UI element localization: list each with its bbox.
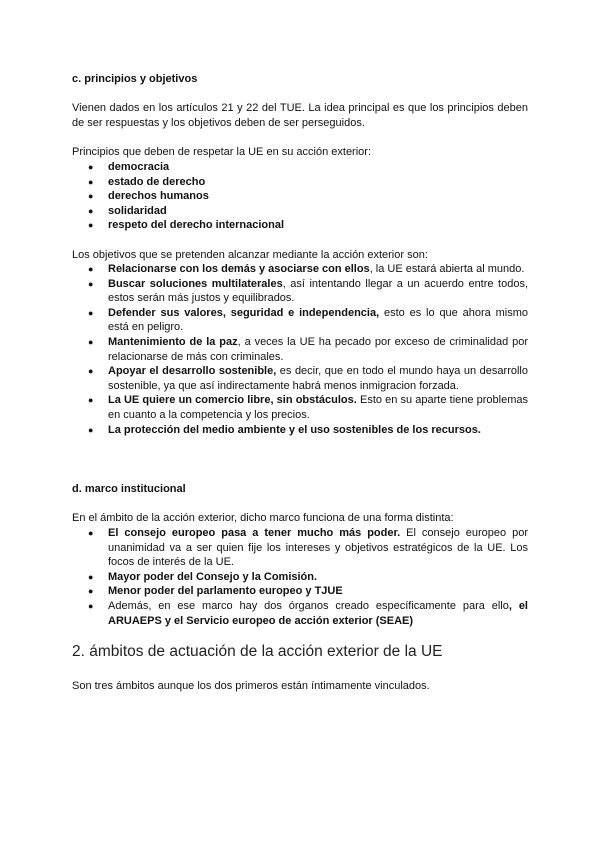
bullet-icon: ● (88, 205, 94, 216)
bullet-icon: ● (88, 600, 94, 611)
objectives-lead: Los objetivos que se pretenden alcanzar mediante la acción exterior son: (72, 249, 428, 261)
section-2-heading: 2. ámbitos de actuación de la acción exterior de la UE (72, 643, 443, 660)
principles-lead: Principios que deben de respetar la UE en su acción exterior: (72, 146, 372, 158)
list-item: ● Mayor poder del Consejo y la Comisión. (88, 570, 318, 583)
bullet-icon: ● (88, 220, 94, 231)
list-item: ● Apoyar el desarrollo sostenible, es decir, que en todo el mundo haya un desarrollo sostenible, ya que así indirectamente habrá menos inmigracion forzada. (88, 365, 528, 392)
list-item: ● democracia (88, 161, 170, 173)
list-item: ● derechos humanos (88, 190, 209, 203)
list-item: ● Además, en ese marco hay dos órganos creado específicamente para ello, el ARUAEPS y el Servicio europeo de acción exterior (SEAE) (88, 599, 528, 627)
section-d-heading: d. marco institucional (72, 483, 186, 495)
list-item: ● Menor poder del parlamento europeo y TJUE (88, 585, 343, 598)
bullet-icon: ● (88, 336, 94, 347)
list-item: ● Relacionarse con los demás y asociarse con ellos, la UE estará abierta al mundo. (88, 263, 525, 275)
list-item: ● Buscar soluciones multilaterales, así intentando llegar a un acuerdo entre todos, estos serán más justos y equilibrados. (88, 277, 528, 305)
bullet-icon: ● (88, 307, 94, 318)
list-item: ● Defender sus valores, seguridad e independencia, esto es lo que ahora mismo está en peligro. (88, 306, 528, 334)
bullet-icon: ● (88, 586, 94, 597)
list-item: ● La UE quiere un comercio libre, sin obstáculos. Esto en su aparte tiene problemas en cuanto a la competencia y los precios. (88, 394, 528, 421)
list-item: ● estado de derecho (88, 175, 206, 188)
bullet-icon: ● (88, 366, 94, 377)
principles-list (72, 160, 528, 233)
institutional-list (72, 526, 528, 628)
list-item: ● La protección del medio ambiente y el uso sostenibles de los recursos. (88, 423, 481, 436)
section-d-intro: En el ámbito de la acción exterior, dicho marco funciona de una forma distinta: (72, 512, 454, 524)
bullet-icon: ● (88, 176, 94, 187)
list-item: ● Mantenimiento de la paz, a veces la UE ha pecado por exceso de criminalidad por relacionarse de más con criminales. (88, 335, 528, 363)
bullet-icon: ● (88, 571, 94, 582)
bullet-icon: ● (88, 191, 94, 202)
list-item: ● El consejo europeo pasa a tener mucho más poder. El consejo europeo por unanimidad va a ser quien fije los intereses y objetivos estratégicos de la UE. Los focos de interés de la UE. (88, 527, 529, 569)
bullet-icon: ● (88, 264, 94, 274)
list-item: ● respeto del derecho internacional (88, 219, 285, 232)
section-2-text: Son tres ámbitos aunque los dos primeros están íntimamente vinculados. (72, 680, 430, 692)
list-item: ● solidaridad (88, 204, 167, 217)
bullet-icon: ● (88, 424, 94, 435)
bullet-icon: ● (88, 395, 94, 406)
section-c-heading: c. principios y objetivos (72, 73, 198, 85)
section-c-intro: Vienen dados en los artículos 21 y 22 del TUE. La idea principal es que los principios deben de ser respuestas y los objetivos deben de ser perseguidos. (72, 102, 528, 129)
bullet-icon: ● (88, 528, 94, 538)
bullet-icon: ● (88, 162, 94, 172)
objectives-list (72, 262, 528, 437)
bullet-icon: ● (88, 278, 94, 289)
